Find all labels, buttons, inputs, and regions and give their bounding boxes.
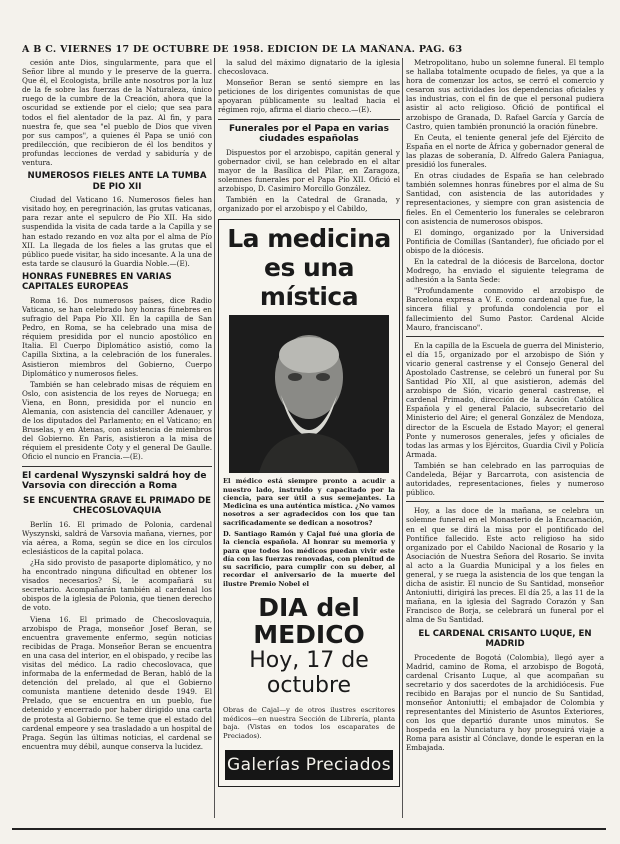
headline-tumba: NUMEROSOS FIELES ANTE LA TUMBA DE PIO XII [27, 171, 207, 192]
article-paragraph: Viena 16. El primado de Checoslovaquia, arzobispo de Praga, monseñor Josef Beran, se encuentra gravemente enfermo, según noticias recibidas de Praga. Monseñor Beran se encuentra en una casa del interior, en el obispado, y recibe las visitas del médico. La radio checoslovaca, que informaba de la enfermedad de Beran, habló de la detención del prelado, al que el Gobierno comunista mantiene detenido desde 1949. El Prelado, que se encuentra en un pueblo, fue detenido y encerrado por haber dirigido una carta de protesta al Gobierno. Se teme que el estado del cardenal empeore y sea trasladado a un hospital de Praga. Según las últimas noticias, el cardenal se encuentra muy débil, aunque conserva la lucidez. [22, 614, 212, 751]
ad-body: Obras de Cajal—y de otros ilustres escritores médicos—en nuestra Sección de Librería, planta baja. (Vistas en todos los escaparates de Preciados). [223, 706, 395, 740]
divider [218, 119, 400, 120]
article-paragraph: En Ceuta, el teniente general jefe del Ejército de España en el norte de África y gobernador general de las plazas de soberanía, D. Alfredo Galera Paniagua, presidió los funerales. [406, 132, 604, 170]
article-paragraph: Ciudad del Vaticano 16. Numerosos fieles han visitado hoy, en peregrinación, las grutas vaticanas, para rezar ante el sepulcro de Pío XII. Ha sido suspendida la visita de cada tarde a la Capilla y se han estado rezando en voz alta por el alma de Pío XII. La llegada de los fieles a las grutas que el público puede visitar, ha sido incesante. A la una de esta tarde se clausuró la Guardia Noble.—(E). [22, 195, 212, 268]
headline-wyszynski: El cardenal Wyszynski saldrá hoy de Varsovia con dirección a Roma [22, 470, 207, 492]
ad-event-title: DIA del MEDICO [253, 593, 365, 650]
headline-funerales: Funerales por el Papa en varias ciudades españolas [229, 123, 389, 145]
headline-honras: HONRAS FUNEBRES EN VARIAS CAPITALES EUROPEAS [22, 271, 172, 293]
divider [406, 336, 604, 337]
ad-caption: El médico está siempre pronto a acudir a nuestro lado, instruido y capacitado por la ciencia, para ser útil a sus semejantes. La Medicina es una auténtica mística. ¿No vamos nosotros a ser agradecidos con los que tan sacrificadamente se dedican a nosotros? [223, 477, 395, 527]
article-paragraph: Hoy, a las doce de la mañana, se celebra un solemne funeral en el Monasterio de la Encarnación, en el que se dirá la misa por el pontificado del Pontífice fallecido. Este acto religioso ha sido organizado por el Cabildo Nacional de Rosario y la Asociación de Nuestra Señora del Rosario. Se invita al acto a la Guardia Municipal y a los fieles en general, y se ruega la asistencia de los que tengan la dicha de asistir. El nuncio de Su Santidad, monseñor Antoniutti, dirigirá las preces. El día 25, a las 11 de la mañana, en la iglesia del Sagrado Corazón y San Francisco de Borja, se celebrará un funeral por el alma de Su Santidad. [406, 506, 604, 625]
ad-event-date: Hoy, 17 de octubre [249, 648, 369, 699]
article-paragraph: Procedente de Bogotá (Colombia), llegó ayer a Madrid, camino de Roma, el arzobispo de Bogotá, cardenal Crisanto Luque, al que acompañan su secretario y dos sacerdotes de la archidiócesis. Fue recibido en Barajas por el nuncio de Su Santidad, monseñor Antoniutti; el embajador de Colombia y representantes del Ministerio de Asuntos Exteriores, con los que departió durante unos minutos. Se hospeda en la Nunciatura y hoy proseguirá viaje a Roma para asistir al Cónclave, donde le esperan en la Embajada. [406, 652, 604, 753]
divider [22, 466, 212, 467]
article-paragraph: En la catedral de la diócesis de Barcelona, doctor Modrego, ha enviado el siguiente telegrama de adhesión a la Santa Sede: [406, 256, 604, 285]
article-paragraph: También en la Catedral de Granada, y organizado por el arzobispo y el Cabildo, [218, 195, 400, 214]
ad-title: es una mística [259, 253, 359, 312]
article-paragraph: También se han celebrado en las parroquias de Candeleda, Béjar y Barcarrota, con asistencia de autoridades, representaciones, fieles y numeroso público. [406, 460, 604, 498]
portrait-photo [229, 315, 389, 473]
column-rule [214, 58, 215, 818]
article-paragraph: Monseñor Beran se sentó siempre en las peticiones de los dirigentes comunistas de que apoyaran públicamente su lealtad hacia el régimen rojo, afirma el diario checo.—(E). [218, 78, 400, 115]
article-paragraph: ¿Ha sido provisto de pasaporte diplomático, y no ha encontrado ninguna dificultad en obtener los visados necesarios? Sí, le acompañará su secretario. Acompañarán también al cardenal los obispos de la iglesia de Polonia, que tienen derecho de voto. [22, 557, 212, 613]
headline-luque: EL CARDENAL CRISANTO LUQUE, EN MADRID [418, 628, 592, 650]
column-rule [402, 58, 403, 818]
ad-title: La medicina [227, 224, 391, 254]
page-header: A B C. VIERNES 17 DE OCTUBRE DE 1958. EDICION DE LA MAÑANA. PAG. 63 [22, 44, 463, 55]
page-bottom-rule [12, 828, 606, 830]
article-paragraph: El domingo, organizado por la Universidad Pontificia de Comillas (Santander), fue oficiado por el obispo de la diócesis. [406, 227, 604, 255]
article-paragraph: En otras ciudades de España se han celebrado también solemnes honras fúnebres por el alma de Su Santidad, con asistencia de las autoridades y representaciones, y siempre con gran asistencia de fieles. En el Cementerio los funerales se celebraron con asistencia de numerosos obispos. [406, 171, 604, 226]
article-paragraph: Dispuestos por el arzobispo, capitán general y gobernador civil, se han celebrado en el altar mayor de la Basílica del Pilar, en Zaragoza, solemnes funerales por el Papa Pío XII. Ofició el arzobispo, D. Casimiro Morcillo González. [218, 147, 400, 193]
divider [406, 501, 604, 502]
article-paragraph: la salud del máximo dignatario de la iglesia checoslovaca. [218, 58, 400, 77]
column-middle [218, 58, 400, 838]
article-paragraph: Roma 16. Dos numerosos países, dice Radio Vaticano, se han celebrado hoy honras fúnebres en sufragio del Papa Pío XII. En la capilla de San Pedro, en Roma, se ha celebrado una misa de réquiem presidida por el nuncio apostólico en Italia. El Cuerpo Diplomático asistió, como la Capilla Sixtina, a la celebración de los funerales. Asistieron miembros del Gobierno, Cuerpo Diplomático y numerosos fieles. [22, 295, 212, 378]
article-paragraph: En la capilla de la Escuela de guerra del Ministerio, el día 15, organizado por el arzobispo de Sión y vicario general castrense y el Consejo General del Apostolado Castrense, se celebró un funeral por Su Santidad Pío XII, al que asistieron, además del arzobispo de Sión, vicario general castrense, el cardenal Primado, dirección de la Acción Católica Española y el general Palacio, subsecretario del Ministerio del Aire; el general González de Mendoza, director de la Escuela de Estado Mayor; el general Ponte y numerosos generales, jefes y oficiales de todas las armas y los Ejércitos, Guardia Civil y Policía Armada. [406, 340, 604, 459]
article-paragraph: También se han celebrado misas de réquiem en Oslo, con asistencia de los reyes de Noruega; en Viena, en Bonn, presidida por el nuncio en Alemania, con asistencia del canciller Adenauer, y de los diputados del Parlamento; en el Vaticano; en Bruselas, y en Atenas, con asistencia de miembros del Gobierno. En París, asistieron a la misa de réquiem el presidente Coty y el general De Gaulle. Oficio el nuncio en Francia.—(E). [22, 379, 212, 462]
article-paragraph: Metropolitano, hubo un solemne funeral. El templo se hallaba totalmente ocupado de fieles, ya que a la hora de comenzar los actos, se cerró el comercio y cesaron sus actividades los dependencias oficiales y las industrias, con el fin de que el personal pudiera asistir al acto religioso. Ofició de pontifical el arzobispo de Granada, D. Rafael García y García de Castro, quien también pronunció la oración fúnebre. [406, 58, 604, 131]
column-right [406, 58, 604, 838]
subheadline-checoslovaquia: SE ENCUENTRA GRAVE EL PRIMADO DE CHECOSLOVAQUIA [23, 495, 211, 517]
advertisement-dia-del-medico [218, 219, 400, 787]
portrait-illustration [229, 315, 389, 473]
ad-caption: D. Santiago Ramón y Cajal fué una gloria de la ciencia española. Al honrar su memoria y para que todos los médicos puedan vivir este día con las fuerzas renovadas, con plenitud de su sacrificio, para cumplir con su deber, al recordar el aniversario de la muerte del ilustre Premio Nobel el [223, 530, 395, 588]
article-paragraph: cesión ante Dios, singularmente, para que el Señor libre al mundo y le preserve de la guerra. Que él, el Ecologista, brille ante nosotros por la luz de la fe sobre las fuerzas de la Naturaleza, único ruego de la cumbre de la Creación, ahora que la oscuridad se extiende por el cielo; que sea para todos el fiel alentador de la paz. Al fin, y para nuestra fe, que sea "el pueblo de Dios que viven por sus campos", a quienes él Papa se unió con predilección, que recibieron de él los benditos y profundas lecciones de verdad y sabiduría y de ventura. [22, 58, 212, 168]
article-paragraph: "Profundamente conmovido el arzobispo de Barcelona expresa a V. E. como cardenal que fue, la sincera filial y profunda condolencia por el fallecimiento del Sumo Pastor. Cardenal Alcide Mauro, franciscano". [406, 286, 604, 332]
galerias-preciados-logo: Galerías Preciados [225, 750, 393, 780]
column-left [22, 58, 212, 838]
article-paragraph: Berlín 16. El primado de Polonia, cardenal Wyszynski, saldrá de Varsovia mañana, viernes, por vía aérea, a Roma, según se dice en los círculos eclesiásticos de la capital polaca. [22, 519, 212, 556]
